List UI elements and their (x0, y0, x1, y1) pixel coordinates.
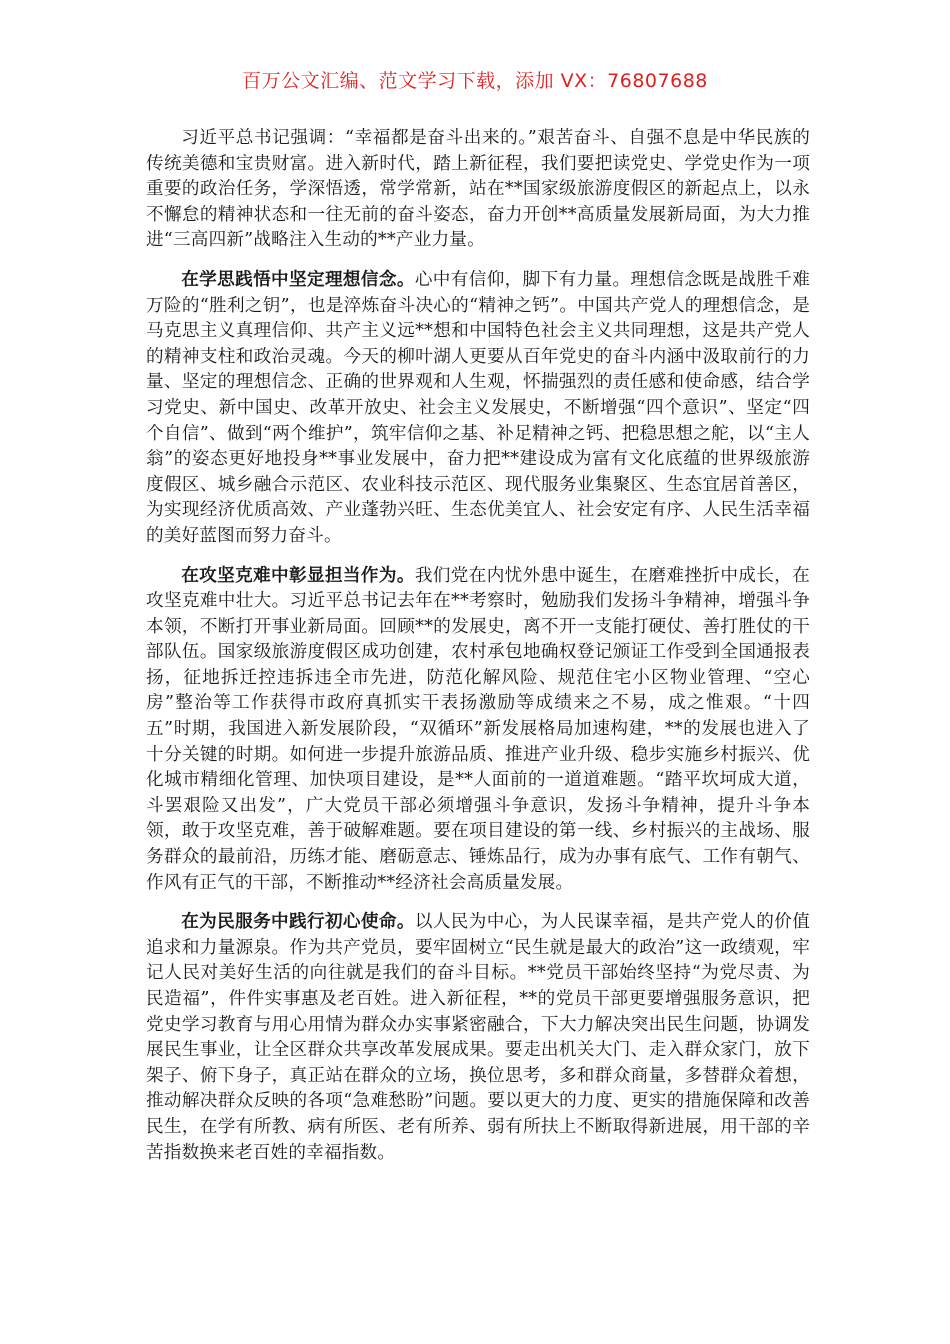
intro-paragraph: 习近平总书记强调：“幸福都是奋斗出来的。”艰苦奋斗、自强不息是中华民族的传统美德和宝贵财富。进入新时代，踏上新征程，我们要把读党史、学党史作为一项重要的政治任务，学深悟透，常学常新，站在**国家级旅游度假区的新起点上，以永不懈怠的精神状态和一往无前的奋斗姿态，奋力开创**高质量发展新局面，为大力推进“三高四新”战略注入生动的**产业力量。 (146, 128, 810, 251)
section-body-service: 以人民为中心，为人民谋幸福，是共产党人的价值追求和力量源泉。作为共产党员，要牢固树立“民生就是最大的政治”这一政绩观，牢记人民对美好生活的向往就是我们的奋斗目标。**党员干部始终坚持“为党尽责、为民造福”，件件实事惠及老百姓。进入新征程，**的党员干部更要增强服务意识，把党史学习教育与用心用情为群众办实事紧密融合，下大力解决突出民生问题，协调发展民生事业，让全区群众共享改革发展成果。要走出机关大门、走入群众家门，放下架子、俯下身子，真正站在群众的立场，换位思考，多和群众商量，多替群众着想，推动解决群众反映的各项“急难愁盼”问题。要以更大的力度、更实的措施保障和改善民生，在学有所教、病有所医、老有所养、弱有所扶上不断取得新进展，用干部的辛苦指数换来老百姓的幸福指数。 (146, 912, 810, 1163)
section-paragraph-service (146, 910, 810, 1166)
page-header-watermark: 百万公文汇编、范文学习下载，添加 VX：76807688 (242, 70, 708, 92)
document-body (146, 126, 810, 1180)
section-heading-ideals: 在学思践悟中坚定理想信念。 (181, 269, 415, 290)
section-heading-service: 在为民服务中践行初心使命。 (181, 912, 415, 933)
section-body-ideals: 心中有信仰，脚下有力量。理想信念既是战胜千难万险的“胜利之钥”，也是淬炼奋斗决心的“精神之钙”。中国共产党人的理想信念，是马克思主义真理信仰、共产主义远**想和中国特色社会主义共同理想，这是共产党人的精神支柱和政治灵魂。今天的柳叶湖人更要从百年党史的奋斗内涵中汲取前行的力量、坚定的理想信念、正确的世界观和人生观，怀揣强烈的责任感和使命感，结合学习党史、新中国史、改革开放史、社会主义发展史，不断增强“四个意识”、坚定“四个自信”、做到“两个维护”，筑牢信仰之基、补足精神之钙、把稳思想之舵，以“主人翁”的姿态更好地投身**事业发展中，奋力把**建设成为富有文化底蕴的世界级旅游度假区、城乡融合示范区、农业科技示范区、现代服务业集聚区、生态宜居首善区，为实现经济优质高效、产业蓬勃兴旺、生态优美宜人、社会安定有序、人民生活幸福的美好蓝图而努力奋斗。 (146, 269, 810, 546)
section-heading-responsibility: 在攻坚克难中彰显担当作为。 (181, 565, 415, 586)
section-paragraph-ideals (146, 268, 810, 550)
section-paragraph-responsibility (146, 564, 810, 897)
section-body-responsibility: 我们党在内忧外患中诞生，在磨难挫折中成长，在攻坚克难中壮大。习近平总书记去年在**考察时，勉励我们发扬斗争精神，增强斗争本领，不断打开事业新局面。回顾**的发展史，离不开一支能打硬仗、善打胜仗的干部队伍。国家级旅游度假区成功创建，农村承包地确权登记颁证工作受到全国通报表扬，征地拆迁控违拆违全市先进，防范化解风险、规范住宅小区物业管理、“空心房”整治等工作获得市政府真抓实干表扬激励等成绩来之不易，成之惟艰。“十四五”时期，我国进入新发展阶段，“双循环”新发展格局加速构建，**的发展也进入了十分关键的时期。如何进一步提升旅游品质、推进产业升级、稳步实施乡村振兴、优化城市精细化管理、加快项目建设，是**人面前的一道道难题。“踏平坎坷成大道，斗罢艰险又出发”，广大党员干部必须增强斗争意识，发扬斗争精神，提升斗争本领，敢于攻坚克难，善于破解难题。要在项目建设的第一线、乡村振兴的主战场、服务群众的最前沿，历练才能、磨砺意志、锤炼品行，成为办事有底气、工作有朝气、作风有正气的干部，不断推动**经济社会高质量发展。 (146, 565, 810, 893)
